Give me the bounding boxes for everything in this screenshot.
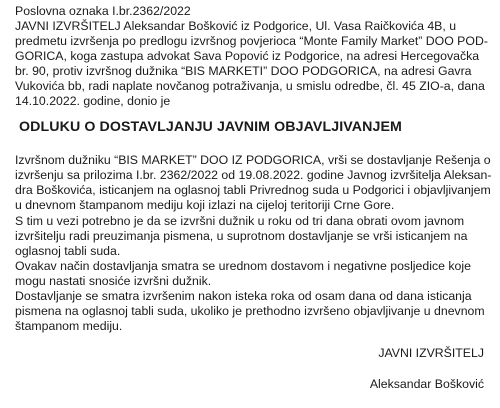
intro-line: br. 90, protiv izvršnog dužnika “BIS MARKETI” DOO PODGORICA, na adresi Gavra (15, 64, 472, 79)
body-line: pismena na oglasnoj tabli suda, ukoliko je prethodno izvršeno objavljivanje u dnevnom (15, 303, 485, 318)
body-line: Dostavljanje se smatra izvršenim nakon isteka roka od osam dana od dana isticanja (15, 288, 472, 303)
case-reference: Poslovna oznaka I.br.2362/2022 (15, 4, 191, 18)
body-line: Izvršnom dužniku “BIS MARKET” DOO IZ PODGORICA, vrši se dostavljanje Rešenja o (15, 153, 491, 168)
intro-line: 14.10.2022. godine, donio je (15, 94, 171, 109)
decision-body (15, 153, 492, 334)
body-line: izvršitelju radi preuzimanja pismena, u suprotnom dostavljanje se vrši isticanjem na (15, 228, 468, 243)
body-line: izvršenju sa prilozima I.br. 2362/2022 od 19.08.2022. godine Javnog izvršitelja Aleksan- (15, 168, 492, 183)
intro-line: JAVNI IZVRŠITELJ Aleksandar Bošković iz Podgorice, Ul. Vasa Raičkovića 4B, u (15, 19, 457, 34)
intro-line: predmetu izvršenja po predlogu izvršnog povjerioca “Monte Family Market” DOO POD- (15, 34, 488, 49)
body-line: S tim u vezi potrebno je da se izvršni dužnik u roku od tri dana obrati ovom javnom (15, 213, 465, 228)
signatory-role: JAVNI IZVRŠITELJ (378, 346, 484, 360)
body-line: dra Boškovića, isticanjem na oglasnoj tabli Privrednog suda u Podgorici i objavljivanjem (15, 183, 491, 198)
decision-title: ODLUKU O DOSTAVLJANJU JAVNIM OBJAVLJIVANJEM (19, 119, 402, 136)
intro-line: GORICA, koga zastupa advokat Sava Popović iz Podgorice, na adresi Hercegovačka (15, 49, 480, 64)
body-line: Ovakav način dostavljanja smatra se urednom dostavom i negativne posljedice koje (15, 258, 471, 273)
body-line: štampanom mediju. (15, 318, 123, 333)
signatory-name: Aleksandar Bošković (369, 377, 484, 391)
intro-line: Vukovića bb, radi naplate novčanog potraživanja, u smislu odredbe, čl. 45 ZIO-a, dana (15, 79, 485, 94)
intro-paragraph (15, 4, 486, 109)
body-line: u dnevnom štampanom mediju koji izlazi na cijeloj teritoriji Crne Gore. (15, 198, 395, 213)
body-line: mogu nastati snosiće izvršni dužnik. (15, 273, 212, 288)
body-line: oglasnoj tabli suda. (15, 243, 121, 258)
